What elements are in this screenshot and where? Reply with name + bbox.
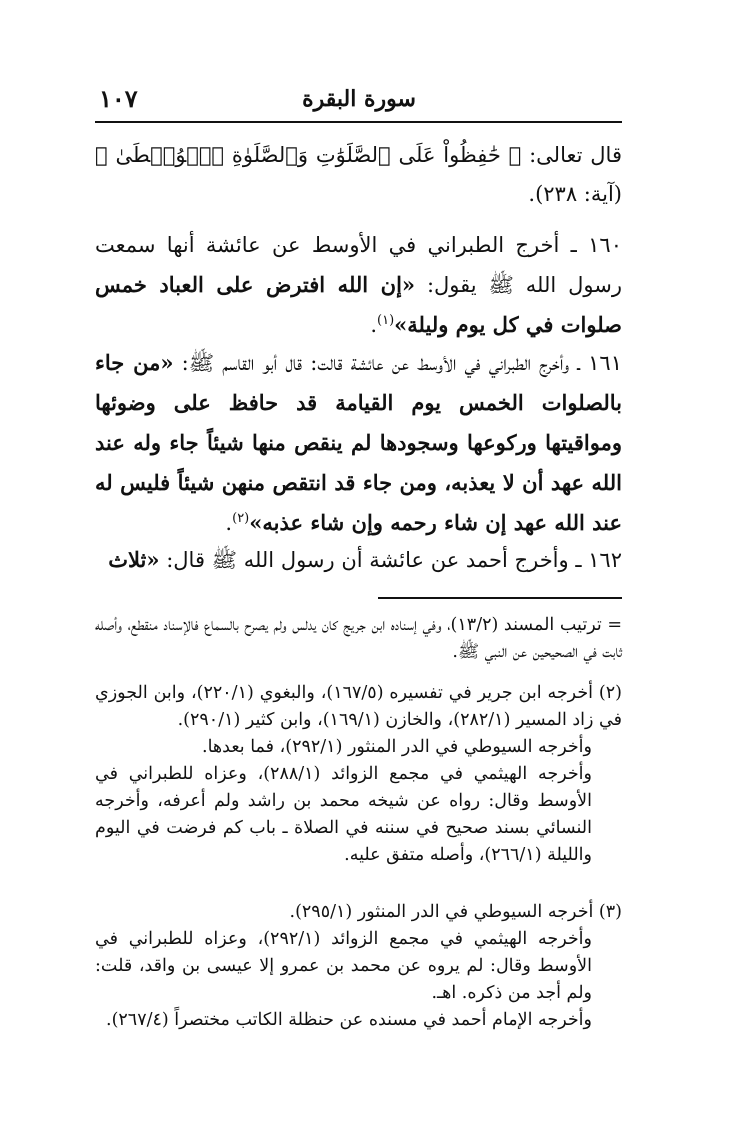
footnote-continued — [95, 612, 622, 666]
hadith-162 — [95, 540, 622, 580]
footnote-3-line1: (٣) أخرجه السيوطي في الدر المنثور (٢٩٥/١). — [289, 902, 622, 922]
hadith-160-intro: ١٦٠ ـ أخرج الطبراني في الأوسط عن عائشة أنها سمعت رسول الله ﷺ يقول: — [95, 233, 622, 297]
footnote-2-line1: (٢) أخرجه ابن جرير في تفسيره (١٦٧/٥)، والبغوي (٢٢٠/١)، وابن الجوزي في زاد المسير (٢٨٢/١)، والخازن (١٦٩/١)، وابن كثير (٢٩٠/١). — [95, 683, 622, 730]
footnote-ref-1: (١) — [377, 313, 395, 328]
verse-text: قال تعالى: ﴿ حَٰفِظُواْ عَلَى ٱلصَّلَوَٰتِ وَٱلصَّلَوٰةِ ٱلۡوُسۡطَىٰ ﴾ (آية: ٢٣٨). — [95, 143, 622, 206]
footnote-3-line3: وأخرجه الإمام أحمد في مسنده عن حنظلة الكاتب مختصراً (٢٦٧/٤). — [106, 1010, 592, 1030]
header-rule — [95, 121, 622, 123]
hadith-162-intro: ١٦٢ ـ وأخرج أحمد عن عائشة أن رسول الله ﷺ قال: — [159, 548, 622, 572]
hadith-161-text: «من جاء بالصلوات الخمس يوم القيامة قد حافظ على وضوئها ومواقيتها وركوعها وسجودها لم ينقص منها شيئاً جاء وله عند الله عهد أن لا يعذبه، ومن جاء قد انتقص منهن شيئاً فليس له عند الله عهد إن شاء رحمه وإن شاء عذبه» — [95, 350, 622, 535]
footnote-separator — [378, 597, 622, 599]
verse-paragraph — [95, 136, 622, 214]
surah-title: سورة البقرة — [302, 86, 416, 112]
footnote-2-line2: وأخرجه السيوطي في الدر المنثور (٢٩٢/١)، فما بعدها. — [202, 737, 592, 757]
hadith-160-text: «إن الله افترض على العباد خمس صلوات في كل يوم وليلة» — [95, 272, 622, 337]
footnote-ref-2: (٢) — [232, 511, 250, 526]
hadith-162-text: «ثلاث — [108, 547, 160, 572]
hadith-161: ١٦١ ـ وأخرج الطبراني في الأوسط عن عائشة قالت: قال أبو القاسم ﷺ: «من جاء بالصلوات الخمس يوم القيامة قد حافظ على وضوئها ومواقيتها وركوعها وسجودها لم ينقص منها شيئاً جاء وله عند الله عهد أن لا يعذبه، ومن جاء قد انتقص منهن شيئاً فليس له عند الله عهد إن شاء رحمه وإن شاء عذبه»$^{(٢)}$. — [95, 350, 622, 535]
footnote-3 — [95, 899, 622, 1034]
footnote-3-line2: وأخرجه الهيثمي في مجمع الزوائد (٢٩٢/١)، وعزاه للطبراني في الأوسط وقال: لم يروه عن محمد بن عمرو إلا عيسى بن واقد، قلت: ولم أجد من ذكره. اهـ. — [95, 929, 592, 1003]
page-header — [95, 84, 623, 116]
footnote-continued-text: = ترتيب المسند (١٣/٢)، وفي إسناده ابن جريج كان يدلس ولم يصرح بالسماع فالإسناد منقطع، وأصله ثابت في الصحيحين عن النبي ﷺ. — [95, 615, 622, 662]
footnote-2-line3: وأخرجه الهيثمي في مجمع الزوائد (٢٨٨/١)، وعزاه للطبراني في الأوسط وقال: رواه عن شيخه محمد بن راشد ولم أعرفه، وأخرجه النسائي بسند صحيح في سننه في الصلاة ـ باب كم فرضت في اليوم والليلة (٢٦٦/١)، وأصله متفق عليه. — [95, 764, 592, 865]
page-number: ١٠٧ — [99, 84, 138, 113]
hadith-160: ١٦٠ ـ أخرج الطبراني في الأوسط عن عائشة أنها سمعت رسول الله ﷺ يقول: «إن الله افترض على العباد خمس صلوات في كل يوم وليلة»$^{(١)}$. — [95, 233, 622, 337]
hadith-161-intro: ١٦١ ـ وأخرج الطبراني في الأوسط عن عائشة قالت: قال أبو القاسم ﷺ: — [173, 351, 622, 375]
footnote-2 — [95, 680, 622, 869]
